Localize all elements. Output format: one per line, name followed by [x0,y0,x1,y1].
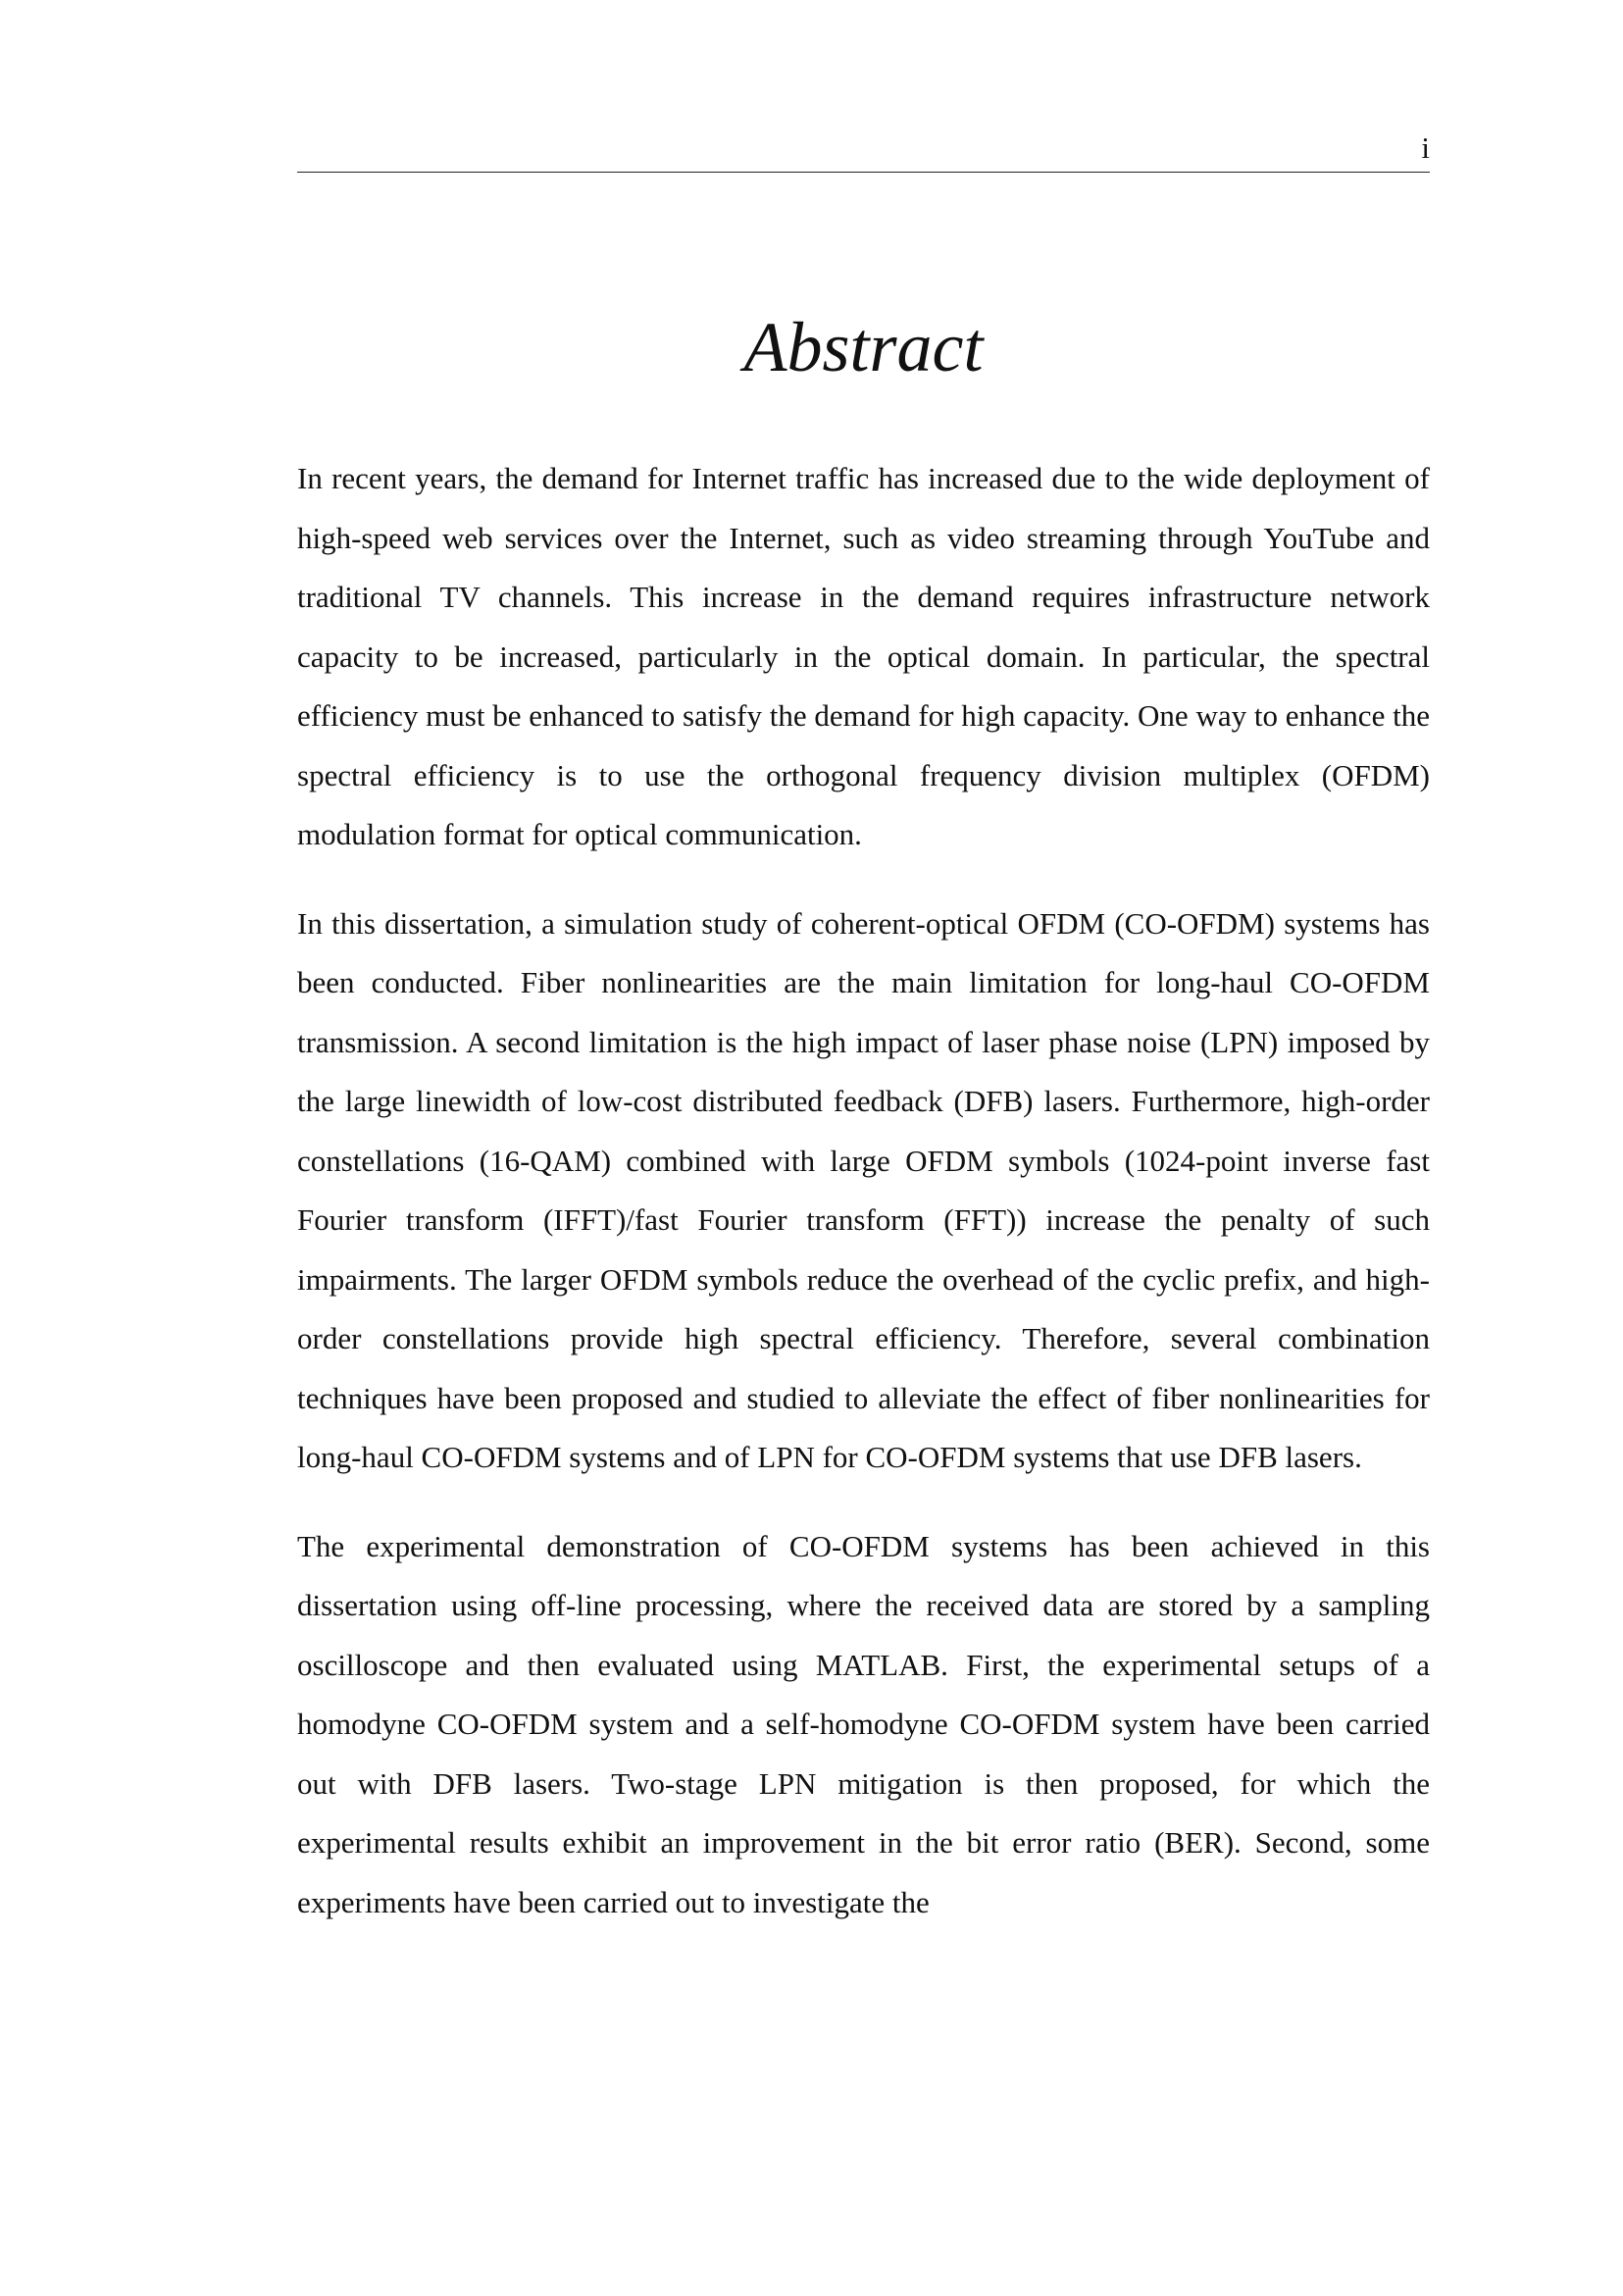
header-rule [297,172,1430,173]
paragraph-3: The experimental demonstration of CO-OFDM systems has been achieved in this dissertation using off-line processing, where the received data are stored by a sampling oscilloscope and then evaluated using MATLAB. First, the experimental setups of a homodyne CO-OFDM system and a self-homodyne CO-OFDM system have been carried out with DFB lasers. Two-stage LPN mitigation is then proposed, for which the experimental results exhibit an improvement in the bit error ratio (BER). Second, some experiments have been carried out to investigate the [297,1528,1430,1919]
paragraph-1: In recent years, the demand for Internet traffic has increased due to the wide deployment of high-speed web services over the Internet, such as video streaming through YouTube and traditional TV channels. This increase in the demand requires infrastructure network capacity to be increased, particularly in the optical domain. In particular, the spectral efficiency must be enhanced to satisfy the demand for high capacity. One way to enhance the spectral efficiency is to use the orthogonal frequency division multiplex (OFDM) modulation format for optical communication. [297,461,1430,851]
paragraph-2: In this dissertation, a simulation study of coherent-optical OFDM (CO-OFDM) systems has been conducted. Fiber nonlinearities are the main limitation for long-haul CO-OFDM transmission. A second limitation is the high impact of laser phase noise (LPN) imposed by the large linewidth of low-cost distributed feedback (DFB) lasers. Furthermore, high-order constellations (16-QAM) combined with large OFDM symbols (1024-point inverse fast Fourier transform (IFFT)/fast Fourier transform (FFT)) increase the penalty of such impairments. The larger OFDM symbols reduce the overhead of the cyclic prefix, and high-order constellations provide high spectral efficiency. Therefore, several combination techniques have been proposed and studied to alleviate the effect of fiber nonlinearities for long-haul CO-OFDM systems and of LPN for CO-OFDM systems that use DFB lasers. [297,905,1430,1474]
abstract-body [297,449,1430,1962]
page-title: Abstract [743,308,984,386]
page-number: i [1421,130,1430,165]
